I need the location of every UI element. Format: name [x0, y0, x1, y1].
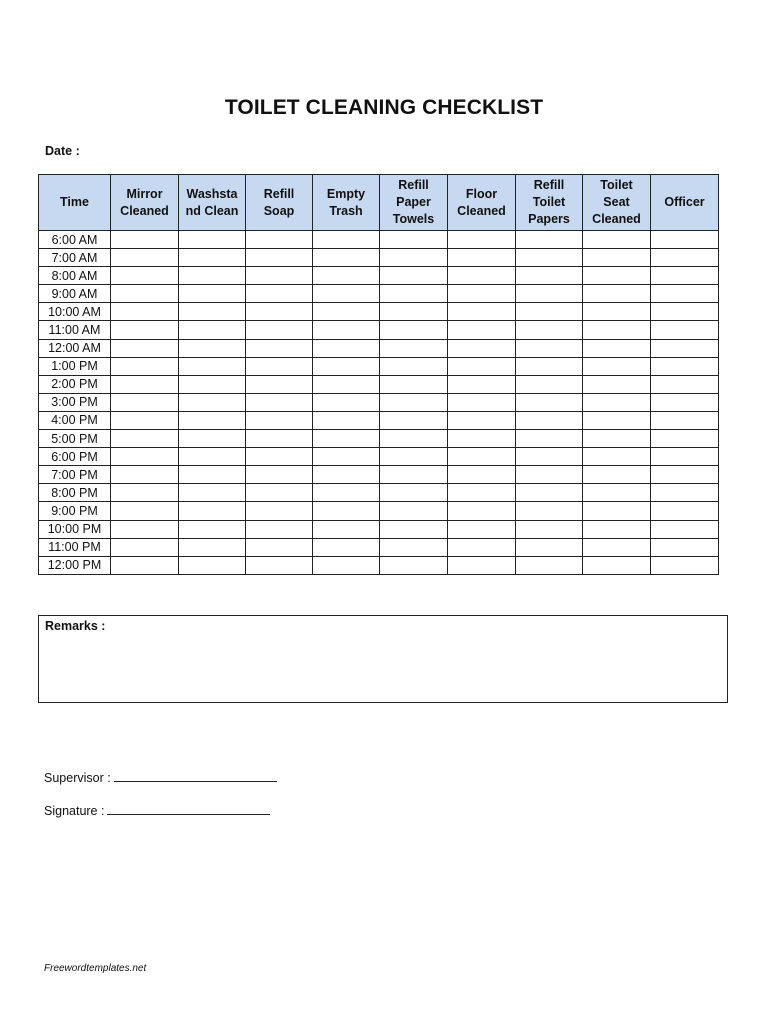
checklist-cell[interactable] [651, 285, 719, 303]
checklist-cell[interactable] [179, 466, 246, 484]
checklist-cell[interactable] [448, 303, 516, 321]
page-title: TOILET CLEANING CHECKLIST [224, 96, 544, 119]
checklist-cell[interactable] [651, 556, 719, 574]
checklist-cell[interactable] [246, 303, 313, 321]
checklist-cell[interactable] [583, 556, 651, 574]
checklist-cell[interactable] [179, 375, 246, 393]
checklist-cell[interactable] [313, 520, 380, 538]
time-cell: 7:00 AM [39, 249, 111, 267]
checklist-cell[interactable] [516, 321, 583, 339]
checklist-cell[interactable] [583, 411, 651, 429]
checklist-cell[interactable] [179, 411, 246, 429]
checklist-cell[interactable] [583, 285, 651, 303]
checklist-cell[interactable] [111, 231, 179, 249]
table-row [39, 285, 719, 303]
checklist-cell[interactable] [651, 448, 719, 466]
time-cell: 5:00 PM [39, 430, 111, 448]
checklist-cell[interactable] [516, 303, 583, 321]
checklist-cell[interactable] [380, 285, 448, 303]
column-header: Time [39, 175, 111, 231]
checklist-cell[interactable] [448, 231, 516, 249]
checklist-cell[interactable] [313, 538, 380, 556]
time-cell: 12:00 AM [39, 339, 111, 357]
column-header: Empty Trash [313, 175, 380, 231]
checklist-cell[interactable] [448, 484, 516, 502]
checklist-cell[interactable] [651, 484, 719, 502]
checklist-cell[interactable] [111, 502, 179, 520]
supervisor-label: Supervisor : [44, 771, 111, 785]
checklist-cell[interactable] [651, 430, 719, 448]
time-cell: 6:00 AM [39, 231, 111, 249]
checklist-cell[interactable] [651, 466, 719, 484]
checklist-cell[interactable] [583, 393, 651, 411]
checklist-cell[interactable] [516, 249, 583, 267]
table-row [39, 303, 719, 321]
checklist-cell[interactable] [246, 502, 313, 520]
checklist-cell[interactable] [380, 538, 448, 556]
checklist-cell[interactable] [516, 393, 583, 411]
column-header: Refill Soap [246, 175, 313, 231]
checklist-cell[interactable] [516, 502, 583, 520]
checklist-cell[interactable] [111, 538, 179, 556]
checklist-cell[interactable] [246, 249, 313, 267]
signature-label: Signature : [44, 804, 105, 818]
checklist-cell[interactable] [583, 267, 651, 285]
checklist-cell[interactable] [179, 448, 246, 466]
checklist-cell[interactable] [448, 430, 516, 448]
checklist-cell[interactable] [651, 502, 719, 520]
checklist-cell[interactable] [313, 285, 380, 303]
checklist-cell[interactable] [583, 430, 651, 448]
time-cell: 8:00 PM [39, 484, 111, 502]
checklist-cell[interactable] [246, 231, 313, 249]
table-row [39, 430, 719, 448]
checklist-cell[interactable] [179, 339, 246, 357]
table-row [39, 556, 719, 574]
checklist-cell[interactable] [111, 411, 179, 429]
checklist-cell[interactable] [380, 430, 448, 448]
checklist-cell[interactable] [448, 393, 516, 411]
checklist-cell[interactable] [313, 411, 380, 429]
checklist-cell[interactable] [380, 321, 448, 339]
checklist-cell[interactable] [246, 520, 313, 538]
checklist-cell[interactable] [246, 538, 313, 556]
checklist-cell[interactable] [651, 375, 719, 393]
checklist-cell[interactable] [380, 411, 448, 429]
column-header: Mirror Cleaned [111, 175, 179, 231]
checklist-cell[interactable] [313, 303, 380, 321]
checklist-cell[interactable] [179, 556, 246, 574]
checklist-cell[interactable] [246, 375, 313, 393]
checklist-cell[interactable] [516, 520, 583, 538]
checklist-cell[interactable] [179, 502, 246, 520]
checklist-cell[interactable] [111, 393, 179, 411]
checklist-cell[interactable] [246, 466, 313, 484]
checklist-cell[interactable] [179, 357, 246, 375]
checklist-cell[interactable] [246, 556, 313, 574]
checklist-cell[interactable] [313, 375, 380, 393]
checklist-cell[interactable] [448, 267, 516, 285]
checklist-cell[interactable] [651, 249, 719, 267]
checklist-cell[interactable] [583, 231, 651, 249]
checklist-cell[interactable] [516, 538, 583, 556]
checklist-cell[interactable] [313, 339, 380, 357]
checklist-cell[interactable] [111, 466, 179, 484]
footer-source: Freewordtemplates.net [44, 963, 147, 974]
checklist-cell[interactable] [313, 556, 380, 574]
supervisor-field[interactable] [114, 771, 277, 782]
checklist-cell[interactable] [380, 231, 448, 249]
checklist-cell[interactable] [246, 448, 313, 466]
checklist-cell[interactable] [179, 430, 246, 448]
checklist-cell[interactable] [651, 538, 719, 556]
table-row [39, 339, 719, 357]
checklist-cell[interactable] [583, 466, 651, 484]
checklist-cell[interactable] [313, 393, 380, 411]
checklist-cell[interactable] [448, 466, 516, 484]
checklist-cell[interactable] [179, 249, 246, 267]
table-row [39, 484, 719, 502]
table-row [39, 267, 719, 285]
time-cell: 3:00 PM [39, 393, 111, 411]
checklist-cell[interactable] [380, 303, 448, 321]
time-cell: 4:00 PM [39, 411, 111, 429]
table-body [39, 231, 719, 575]
remarks-label: Remarks : [45, 619, 106, 633]
remarks-box[interactable] [38, 615, 728, 703]
checklist-cell[interactable] [246, 411, 313, 429]
table-row [39, 393, 719, 411]
checklist-cell[interactable] [516, 556, 583, 574]
checklist-cell[interactable] [448, 357, 516, 375]
table-row [39, 448, 719, 466]
time-cell: 11:00 AM [39, 321, 111, 339]
checklist-cell[interactable] [111, 267, 179, 285]
checklist-cell[interactable] [448, 321, 516, 339]
checklist-cell[interactable] [516, 357, 583, 375]
checklist-cell[interactable] [516, 430, 583, 448]
checklist-cell[interactable] [111, 303, 179, 321]
checklist-cell[interactable] [313, 249, 380, 267]
checklist-cell[interactable] [448, 556, 516, 574]
checklist-cell[interactable] [111, 321, 179, 339]
checklist-cell[interactable] [313, 357, 380, 375]
checklist-cell[interactable] [380, 339, 448, 357]
checklist-cell[interactable] [583, 484, 651, 502]
checklist-cell[interactable] [246, 339, 313, 357]
checklist-cell[interactable] [179, 231, 246, 249]
column-header: Officer [651, 175, 719, 231]
checklist-cell[interactable] [583, 321, 651, 339]
table-row [39, 357, 719, 375]
checklist-cell[interactable] [583, 538, 651, 556]
checklist-cell[interactable] [179, 285, 246, 303]
time-cell: 10:00 AM [39, 303, 111, 321]
column-header: Floor Cleaned [448, 175, 516, 231]
checklist-cell[interactable] [313, 466, 380, 484]
checklist-cell[interactable] [516, 466, 583, 484]
checklist-cell[interactable] [380, 375, 448, 393]
time-cell: 1:00 PM [39, 357, 111, 375]
checklist-cell[interactable] [583, 357, 651, 375]
time-cell: 6:00 PM [39, 448, 111, 466]
checklist-cell[interactable] [380, 267, 448, 285]
checklist-cell[interactable] [179, 267, 246, 285]
checklist-cell[interactable] [313, 448, 380, 466]
table-row [39, 502, 719, 520]
checklist-table [38, 174, 719, 575]
checklist-cell[interactable] [111, 375, 179, 393]
time-cell: 11:00 PM [39, 538, 111, 556]
checklist-cell[interactable] [111, 339, 179, 357]
checklist-cell[interactable] [380, 448, 448, 466]
checklist-cell[interactable] [380, 520, 448, 538]
time-cell: 9:00 AM [39, 285, 111, 303]
checklist-cell[interactable] [583, 448, 651, 466]
checklist-cell[interactable] [516, 339, 583, 357]
supervisor-line [44, 771, 277, 785]
checklist-cell[interactable] [583, 303, 651, 321]
table-row [39, 520, 719, 538]
checklist-cell[interactable] [583, 502, 651, 520]
time-cell: 10:00 PM [39, 520, 111, 538]
checklist-cell[interactable] [516, 411, 583, 429]
checklist-cell[interactable] [651, 267, 719, 285]
checklist-cell[interactable] [651, 339, 719, 357]
checklist-cell[interactable] [179, 321, 246, 339]
checklist-cell[interactable] [516, 267, 583, 285]
checklist-cell[interactable] [246, 484, 313, 502]
checklist-cell[interactable] [313, 267, 380, 285]
checklist-cell[interactable] [583, 520, 651, 538]
checklist-cell[interactable] [179, 393, 246, 411]
checklist-cell[interactable] [380, 484, 448, 502]
checklist-cell[interactable] [380, 249, 448, 267]
checklist-cell[interactable] [448, 285, 516, 303]
table-row [39, 411, 719, 429]
column-header: Toilet Seat Cleaned [583, 175, 651, 231]
checklist-cell[interactable] [313, 502, 380, 520]
column-header: Refill Toilet Papers [516, 175, 583, 231]
checklist-cell[interactable] [448, 448, 516, 466]
checklist-cell[interactable] [111, 249, 179, 267]
time-cell: 7:00 PM [39, 466, 111, 484]
checklist-cell[interactable] [246, 285, 313, 303]
checklist-cell[interactable] [448, 538, 516, 556]
checklist-cell[interactable] [651, 231, 719, 249]
checklist-cell[interactable] [516, 448, 583, 466]
table-header-row [39, 175, 719, 231]
checklist-cell[interactable] [380, 556, 448, 574]
checklist-cell[interactable] [448, 339, 516, 357]
table-row [39, 249, 719, 267]
checklist-cell[interactable] [651, 357, 719, 375]
checklist-cell[interactable] [651, 520, 719, 538]
checklist-cell[interactable] [516, 231, 583, 249]
checklist-cell[interactable] [448, 375, 516, 393]
table-row [39, 466, 719, 484]
checklist-cell[interactable] [179, 520, 246, 538]
checklist-cell[interactable] [111, 448, 179, 466]
checklist-cell[interactable] [448, 249, 516, 267]
time-cell: 9:00 PM [39, 502, 111, 520]
signature-line [44, 804, 270, 818]
checklist-cell[interactable] [246, 321, 313, 339]
checklist-cell[interactable] [651, 303, 719, 321]
checklist-cell[interactable] [516, 375, 583, 393]
table-row [39, 321, 719, 339]
signature-field[interactable] [107, 804, 270, 815]
checklist-cell[interactable] [516, 285, 583, 303]
checklist-cell[interactable] [651, 393, 719, 411]
checklist-cell[interactable] [583, 375, 651, 393]
checklist-cell[interactable] [651, 411, 719, 429]
checklist-cell[interactable] [448, 411, 516, 429]
checklist-cell[interactable] [380, 393, 448, 411]
time-cell: 12:00 PM [39, 556, 111, 574]
checklist-cell[interactable] [448, 520, 516, 538]
checklist-cell[interactable] [380, 502, 448, 520]
column-header: Washsta nd Clean [179, 175, 246, 231]
checklist-cell[interactable] [246, 267, 313, 285]
checklist-cell[interactable] [380, 357, 448, 375]
checklist-cell[interactable] [516, 484, 583, 502]
checklist-cell[interactable] [111, 520, 179, 538]
checklist-cell[interactable] [448, 502, 516, 520]
checklist-cell[interactable] [246, 430, 313, 448]
checklist-cell[interactable] [313, 231, 380, 249]
table-row [39, 375, 719, 393]
table-row [39, 538, 719, 556]
checklist-cell[interactable] [111, 556, 179, 574]
checklist-cell[interactable] [246, 393, 313, 411]
checklist-cell[interactable] [583, 249, 651, 267]
checklist-cell[interactable] [651, 321, 719, 339]
time-cell: 2:00 PM [39, 375, 111, 393]
checklist-cell[interactable] [179, 538, 246, 556]
checklist-cell[interactable] [313, 321, 380, 339]
checklist-cell[interactable] [583, 339, 651, 357]
checklist-cell[interactable] [313, 430, 380, 448]
time-cell: 8:00 AM [39, 267, 111, 285]
checklist-cell[interactable] [111, 484, 179, 502]
date-label: Date : [45, 144, 80, 158]
table-row [39, 231, 719, 249]
checklist-cell[interactable] [380, 466, 448, 484]
checklist-cell[interactable] [111, 285, 179, 303]
checklist-cell[interactable] [111, 430, 179, 448]
checklist-cell[interactable] [179, 484, 246, 502]
checklist-cell[interactable] [111, 357, 179, 375]
checklist-cell[interactable] [246, 357, 313, 375]
checklist-cell[interactable] [179, 303, 246, 321]
column-header: Refill Paper Towels [380, 175, 448, 231]
checklist-cell[interactable] [313, 484, 380, 502]
